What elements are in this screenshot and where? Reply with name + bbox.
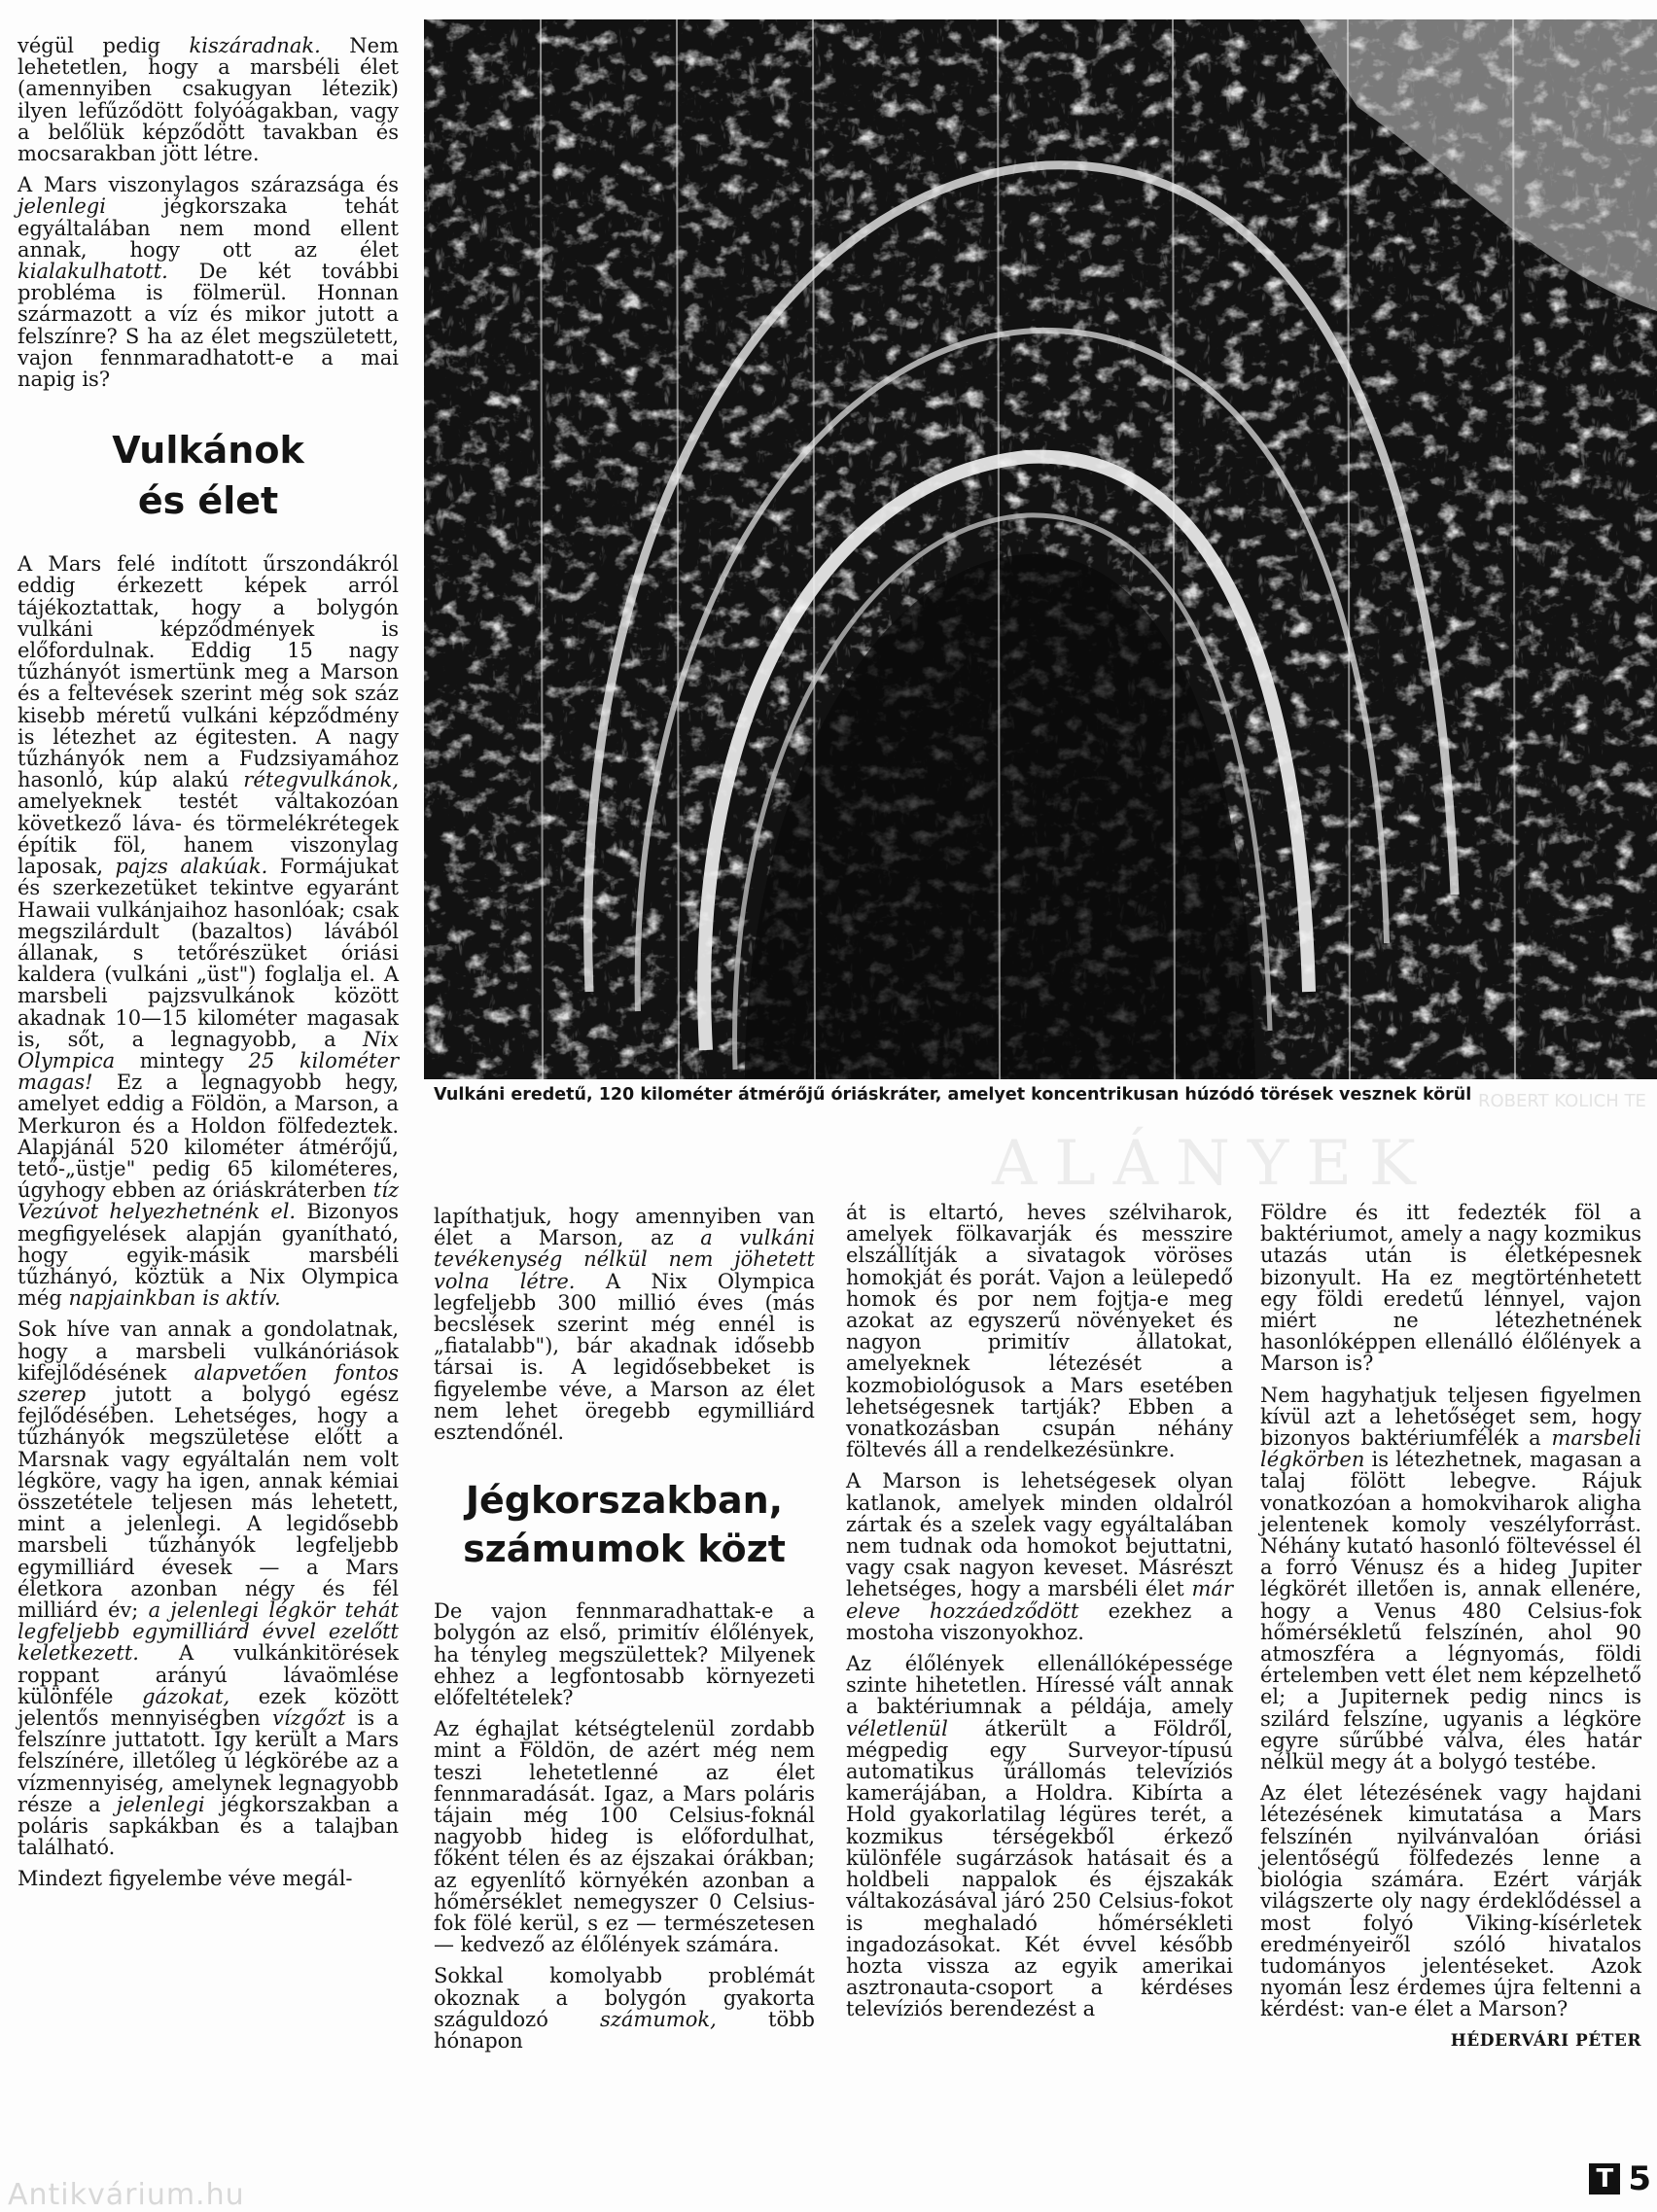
intro-paragraph-1: végül pedig kiszáradnak. Nem lehetetlen, hogy a marsbéli élet (amennyiben csakugyan létezik) ilyen lefűződött folyóágakban, vagy a belőlük képződött tavakban és mocsarakban jött létre. — [18, 34, 399, 166]
col3-paragraph-1: át is eltartó, heves szélviharok, amelyek fölkavarják és messzire elszállítják a sivatagok vöröses homokját és porát. Vajon a leülepedő homok és por nem fojtja-e meg azokat az egyszerű növényeket és nagyon primitív állatokat, amelyeknek létezését a kozmobiológusok a Mars esetében lehetségesnek tartják? Ebben a vonatkozásban csupán néhány föltevés áll a rendelkezésünkre. — [846, 1201, 1233, 1462]
col3-paragraph-3: Az élőlények ellenállóképessége szinte hihetetlen. Híressé vált annak a baktériumnak a példája, amely véletlenül átkerült a Földről, mégpedig egy Surveyor-típusú automatikus űrállomás televíziós kamerájában, a Holdra. Kibírta a Hold gyakorlatilag légüres terét, a kozmikus térségekből érkező különféle sugárzások hatásait és a holdbeli nappalok és éjszakák váltakozásával járó 250 Celsius-fokot is meghaladó hőmérsékleti ingadozásokat. Két évvel később hozta vissza az egyik amerikai asztronauta-csoport a kérdéses televíziós berendezést a — [846, 1652, 1233, 2021]
bleed-through-heading: ALÁNYEK — [992, 1128, 1433, 1200]
photo-caption: Vulkáni eredetű, 120 kilométer átmérőjű óriáskráter, amelyet koncentrikusan húzódó törések vesznek körül — [434, 1085, 1472, 1105]
col2-paragraph-2: De vajon fennmaradhattak-e a bolygón az első, primitív élőlények, ha tényleg megszülettek? Milyenek ehhez a legfontosabb környezeti előfeltételek? — [434, 1599, 815, 1710]
crater-image-svg — [424, 19, 1657, 1079]
page-number: 5 — [1628, 2159, 1651, 2198]
bleed-through-text: ROBERT KOLICH TE — [1478, 1091, 1646, 1111]
watermark: Antikvárium.hu — [8, 2178, 245, 2212]
col2-paragraph-4: Sokkal komolyabb problémát okoznak a bolygón gyakorta száguldozó számumok, több hónapon — [434, 1964, 815, 2054]
section-heading-jegkorszakban: Jégkorszakban, számumok közt — [463, 1479, 786, 1571]
section1-paragraph-1: A Mars felé indított űrszondákról eddig érkezett képek arról tájékoztattak, hogy a bolygón vulkáni képződmények is előfordulnak. Eddig 15 nagy tűzhányót ismertünk meg a Marson és a feltevések szerint még sok száz kisebb méretű vulkáni képződmény is létezhet az égitesten. A nagy tűzhányók nem a Fudzsiyamához hasonló, kúp alakú rétegvulkánok, amelyeknek testét váltakozóan következő láva- és törmelékrétegek építik föl, hanem viszonylag laposak, pajzs alakúak. Formájukat és szerkezetüket tekintve egyaránt Hawaii vulkánjaihoz hasonlóak; csak megszilárdult (bazaltos) lávából állanak, s tetőrészüket óriási kaldera (vulkáni „üst") foglalja el. A marsbeli pajzsvulkánok között akadnak 10—15 kilométer magasak is, sőt, a legnagyobb, a Nix Olympica mintegy 25 kilométer magas! Ez a legnagyobb hegy, amelyet eddig a Földön, a Marson, a Merkuron és a Holdon fölfedeztek. Alapjánál 520 kilométer átmérőjű, tető-„üstje" pedig 65 kilométeres, úgyhogy ebben az óriáskráterben tíz Vezúvot helyezhetnénk el. Bizonyos megfigyelések alapján gyanítható, hogy egyik-másik marsbéli tűzhányó, köztük a Nix Olympica még napjainkban is aktív. — [18, 552, 399, 1311]
section1-paragraph-2: Sok híve van annak a gondolatnak, hogy a marsbeli vulkánóriások kifejlődésének alapvetően fontos szerep jutott a bolygó egész fejlődésében. Lehetséges, hogy a tűzhányók megszületése előtt a Marsnak vagy egyáltalán nem volt légköre, vagy ha igen, annak kémiai összetétele teljesen más lehetett, mint a jelenlegi. A legidősebb marsbeli tűzhányók legfeljebb egymilliárd évesek — a Mars életkora azonban négy és fél milliárd év; a jelenlegi légkör tehát legfeljebb egymilliárd évvel ezelőtt keletkezett. A vulkánkitörések roppant arányú lávaömlése különféle gázokat, ezek között jelentős mennyiségben vízgőzt is a felszínre juttatott. Így került a Mars felszínére, illetőleg ú légkörébe az a vízmennyiség, amelynek legnagyobb része a jelenlegi jégkorszakban a poláris sapkákban és a talajban található. — [18, 1317, 400, 1860]
intro-paragraph-2: A Mars viszonylagos szárazsága és jelenlegi jégkorszaka tehát egyáltalában nem mond ellent annak, hogy ott az élet kialakulhatott. De két további probléma is fölmerül. Honnan származott a víz és mikor jutott a felszínre? S ha az élet megszületett, vajon fennmaradhatott-e a mai napig is? — [18, 173, 399, 392]
col2-paragraph-1: lapíthatjuk, hogy amennyiben van élet a Marson, az a vulkáni tevékenység nélkül nem jöhetett volna létre. A Nix Olympica legfeljebb 300 millió éves (más becslések szerint még ennél is „fiatalabb"), bár akadnak idősebb társai is. A legidősebbeket is figyelembe véve, a Marson az élet nem lehet öregebb egymilliárd esztendőnél. — [434, 1205, 815, 1445]
author-signature: HÉDERVÁRI PÉTER — [1450, 2030, 1641, 2051]
page-number-badge — [1589, 2159, 1651, 2198]
col3-paragraph-2: A Marson is lehetségesek olyan katlanok, amelyek minden oldalról zártak és a szelek vagy egyáltalában nem tudnak oda homokot bejuttatni, vagy csak nagyon keveset. Másrészt lehetséges, hogy a marsbéli élet már eleve hozzáedződött ezekhez a mostoha viszonyokhoz. — [846, 1469, 1233, 1644]
column-4 — [1260, 1202, 1641, 2052]
section-heading-vulkanok: Vulkánok és élet — [112, 429, 304, 523]
col4-paragraph-2: Nem hagyhatjuk teljesen figyelmen kívül azt a lehetőséget sem, hogy bizonyos baktériumfélék a marsbeli légkörben is létezhetnek, magasan a talaj fölött lebegve. Rájuk vonatkozóan a homokviharok aligha jelentenek komoly veszélyforrást. Néhány kutató hasonló föltevéssel él a forró Vénusz és a hideg Jupiter légkörét illetően is, annak ellenére, hogy a Venus 480 Celsius-fok hőmérsékletű felszínén, ahol 90 atmoszféra a légnyomás, földi értelemben vett élet nem képzelhető el; a Jupiternek pedig nincs is szilárd felszíne, ugyanis a légköre egyre sűrűbbé válva, éles határ nélkül megy át a bolygó testébe. — [1260, 1383, 1641, 1774]
crater-photo — [424, 19, 1657, 1079]
col2-paragraph-3: Az éghajlat kétségtelenül zordabb mint a Földön, de azért még nem teszi lehetetlenné az élet fennmaradását. Igaz, a Mars poláris tájain még 100 Celsius-foknál nagyobb hideg is előfordulhat, főként télen és az éjszakai órákban; az egyenlítő környékén azonban a hőmérséklet nemegyszer 0 Celsius-fok fölé kerül, s ez — természetesen — kedvező az élőlények számára. — [434, 1717, 815, 1957]
col4-paragraph-3: Az élet létezésének vagy hajdani létezésének kimutatása a Mars felszínén nyilvánvalóan óriási jelentőségű fölfedezés lenne a biológia számára. Ezért várják világszerte oly nagy érdeklődéssel a most folyó Viking-kísérletek eredményeiről szóló hivatalos tudományos jelentéseket. Azok nyomán lesz érdemes újra feltenni a kérdést: van-e élet a Marson? — [1260, 1781, 1641, 2021]
magazine-logo-icon: T — [1589, 2163, 1620, 2194]
col4-paragraph-1: Földre és itt fedezték föl a baktériumot, amely a nagy kozmikus utazás után is életképesnek bizonyult. Ha ez megtörténhetett egy földi eredetű lénnyel, vajon miért ne létezhetnének hasonlóképpen ellenálló élőlények a Marson is? — [1260, 1201, 1641, 1376]
column-2 — [434, 1206, 815, 2061]
section1-paragraph-3-start: Mindezt figyelembe véve megál- — [18, 1867, 353, 1891]
column-3 — [846, 1202, 1233, 2030]
column-1 — [18, 35, 399, 1900]
